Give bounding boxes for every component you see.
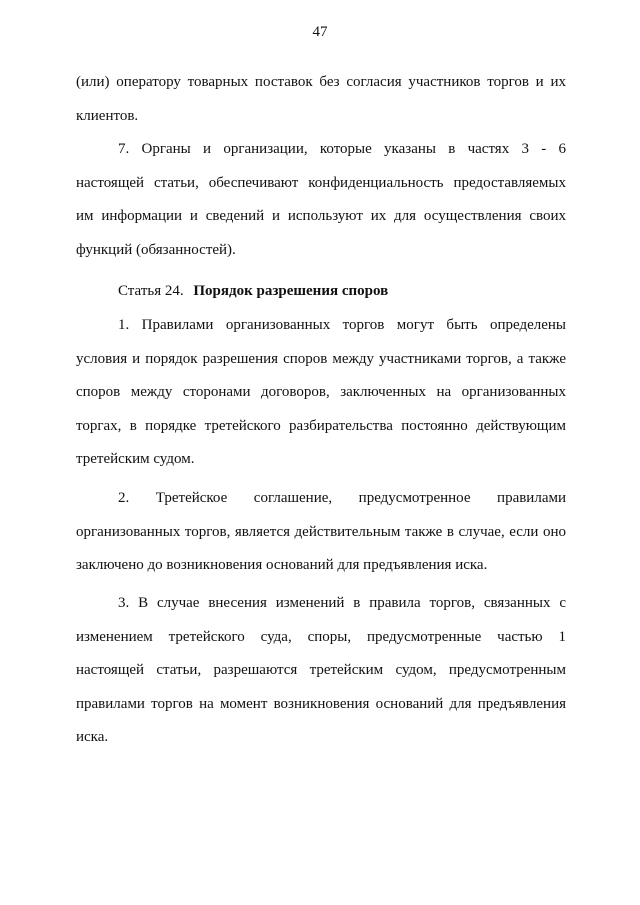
text-line: изменением третейского суда, споры, предусмотренные частью 1	[76, 628, 566, 645]
continuation-paragraph	[76, 66, 566, 133]
text-line: настоящей статьи, обеспечивают конфиденциальность предоставляемых	[76, 174, 566, 191]
text-line: клиентов.	[76, 107, 139, 124]
item-7-paragraph	[76, 133, 566, 267]
text-line: функций (обязанностей).	[76, 241, 236, 258]
text-line: 7. Органы и организации, которые указаны в частях 3 - 6	[118, 141, 566, 157]
text-line: (или) оператору товарных поставок без согласия участников торгов и их	[76, 74, 566, 90]
paragraph-3	[76, 587, 566, 755]
text-line: 3. В случае внесения изменений в правила торгов, связанных с	[118, 595, 566, 611]
text-line: торгах, в порядке третейского разбирательства постоянно действующим	[76, 417, 566, 434]
text-line: 2. Третейское соглашение, предусмотренное правилами	[118, 490, 566, 506]
text-line: споров между сторонами договоров, заключенных на организованных	[76, 384, 566, 400]
text-line: настоящей статьи, разрешаются третейским судом, предусмотренным	[76, 662, 566, 678]
article-title: Порядок разрешения споров	[193, 283, 389, 299]
paragraph-2	[76, 482, 566, 583]
text-line: заключено до возникновения оснований для предъявления иска.	[76, 557, 488, 573]
page-number: 47	[312, 24, 328, 40]
text-line: условия и порядок разрешения споров между участниками торгов, а также	[76, 350, 566, 367]
text-line: правилами торгов на момент возникновения оснований для предъявления	[76, 695, 566, 712]
text-line: 1. Правилами организованных торгов могут быть определены	[118, 317, 566, 333]
text-line: организованных торгов, является действительным также в случае, если оно	[76, 523, 566, 540]
text-line: третейским судом.	[76, 451, 195, 467]
article-heading	[118, 275, 388, 309]
article-label: Статья 24.	[118, 283, 184, 299]
text-line: им информации и сведений и используют их для осуществления своих	[76, 208, 566, 224]
paragraph-1	[76, 309, 566, 477]
text-line: иска.	[76, 729, 109, 745]
